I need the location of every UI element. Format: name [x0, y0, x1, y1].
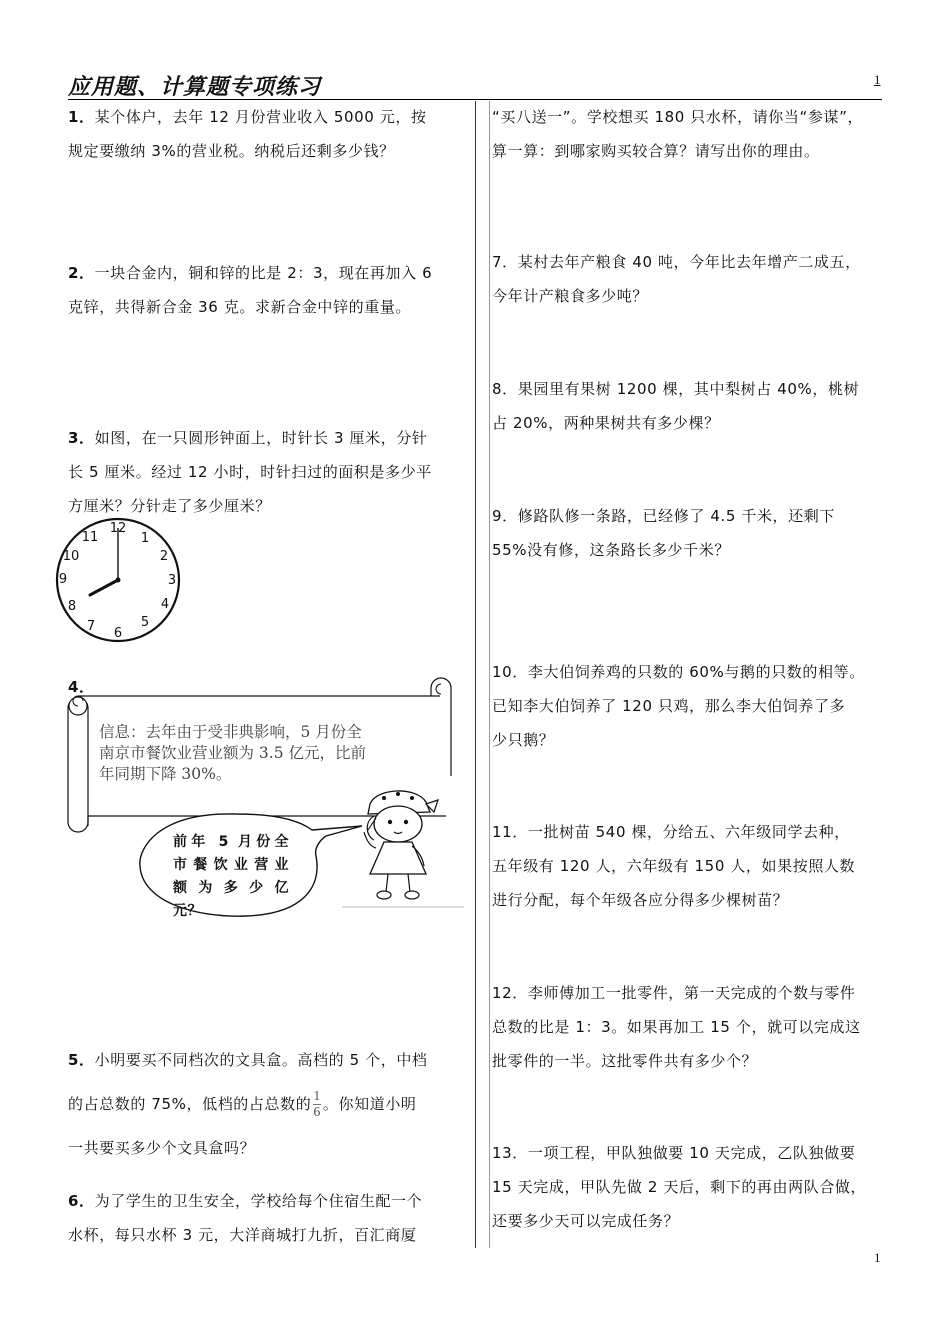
clock-numeral-6: 6 [113, 626, 123, 641]
question-number: 13． [492, 1144, 528, 1162]
page-title: 应用题、计算题专项练习 [68, 74, 322, 100]
question-9 [492, 499, 900, 567]
column-divider-secondary [489, 101, 490, 1248]
question-12 [492, 976, 900, 1078]
question-number: 11． [492, 823, 528, 841]
question-text: 。你知道小明 [322, 1095, 417, 1113]
clock-numeral-10: 10 [62, 549, 80, 564]
bubble-line: 市餐饮业营业 [173, 857, 289, 873]
question-text: 规定要缴纳 3%的营业税。纳税后还剩多少钱？ [68, 142, 395, 160]
question-3 [68, 421, 460, 523]
question-text: 克锌，共得新合金 36 克。求新合金中锌的重量。 [68, 298, 412, 316]
fraction-denominator: 6 [313, 1105, 321, 1120]
question-text: 某个体户，去年 12 月份营业收入 5000 元，按 [94, 108, 427, 126]
clock-numeral-3: 3 [167, 573, 177, 588]
question-text: 已知李大伯饲养了 120 只鸡，那么李大伯饲养了多 [492, 697, 846, 715]
question-text: 某村去年产粮食 40 吨，今年比去年增产二成五， [517, 253, 861, 271]
question-text: 水杯，每只水杯 3 元，大洋商城打九折，百汇商厦 [68, 1226, 417, 1244]
question-text: 长 5 厘米。经过 12 小时，时针扫过的面积是多少平 [68, 463, 432, 481]
question-number: 5． [68, 1051, 95, 1069]
clock-numeral-4: 4 [160, 597, 170, 612]
question-text: 为了学生的卫生安全，学校给每个住宿生配一个 [94, 1192, 423, 1210]
question-number: 10． [492, 663, 528, 681]
question-text: 算一算：到哪家购买较合算？请写出你的理由。 [492, 142, 820, 160]
scroll-line: 信息：去年由于受非典影响，5 月份全 [99, 723, 362, 741]
question-11 [492, 815, 900, 917]
question-7 [492, 245, 900, 313]
clock-center [116, 578, 121, 583]
question-text: 少只鹅？ [492, 731, 555, 749]
clock-numeral-2: 2 [159, 549, 169, 564]
question-text: 一项工程，甲队独做要 10 天完成，乙队独做要 [527, 1144, 856, 1162]
clock-figure [52, 516, 184, 648]
clock-numeral-11: 11 [81, 530, 99, 545]
page-number-bottom: 1 [874, 1250, 881, 1265]
clock-numeral-1: 1 [140, 531, 150, 546]
page-number-top: 1 [874, 72, 881, 87]
question-text: 小明要买不同档次的文具盒。高档的 5 个，中档 [94, 1051, 428, 1069]
question-text: 总数的比是 1：3。如果再加工 15 个，就可以完成这 [492, 1018, 861, 1036]
clock-numeral-12: 12 [109, 521, 127, 536]
question-10 [492, 655, 900, 757]
question-number: 3． [68, 429, 95, 447]
question-number: 4． [68, 678, 95, 696]
fraction-one-sixth [313, 1089, 321, 1120]
clock-numeral-8: 8 [67, 599, 77, 614]
question-number: 2． [68, 264, 95, 282]
question-number: 7． [492, 253, 518, 271]
question-text: 今年计产粮食多少吨？ [492, 287, 649, 305]
clock-numeral-7: 7 [86, 619, 96, 634]
question-text: 一批树苗 540 棵，分给五、六年级同学去种， [527, 823, 850, 841]
question-13 [492, 1136, 900, 1238]
question-1 [68, 100, 460, 168]
fraction-numerator: 1 [313, 1089, 321, 1104]
question-text: 李大伯饲养鸡的只数的 60%与鹅的只数的相等。 [527, 663, 865, 681]
question-text: 占 20%，两种果树共有多少棵？ [492, 414, 720, 432]
question-text: 55%没有修，这条路长多少千米？ [492, 541, 730, 559]
question-number: 6． [68, 1192, 95, 1210]
bubble-line: 额 为 多 少 亿 [173, 880, 289, 896]
question-text: 进行分配，每个年级各应分得多少棵树苗？ [492, 891, 789, 909]
question-text: 五年级有 120 人，六年级有 150 人，如果按照人数 [492, 857, 856, 875]
question-6-continued [492, 100, 900, 168]
question-5 [68, 1038, 460, 1170]
question-text: “买八送一”。学校想买 180 只水杯，请你当“参谋”， [492, 108, 864, 126]
bubble-line: 前年 5 月份全 [173, 834, 289, 850]
question-text: 15 天完成，甲队先做 2 天后，剩下的再由两队合做， [492, 1178, 867, 1196]
scroll-line: 南京市餐饮业营业额为 3.5 亿元，比前 [99, 744, 367, 762]
column-divider [475, 101, 476, 1248]
question-text: 李师傅加工一批零件，第一天完成的个数与零件 [527, 984, 856, 1002]
girl-illustration [340, 782, 466, 910]
question-number: 8． [492, 380, 518, 398]
question-text: 一共要买多少个文具盒吗？ [68, 1139, 256, 1157]
question-2 [68, 256, 460, 324]
question-text: 果园里有果树 1200 棵，其中梨树占 40%，桃树 [517, 380, 860, 398]
question-text: 如图，在一只圆形钟面上，时针长 3 厘米，分针 [94, 429, 428, 447]
scroll-info-text [99, 722, 429, 785]
question-6 [68, 1184, 460, 1252]
question-8 [492, 372, 900, 440]
question-number: 1． [68, 108, 95, 126]
question-text: 一块合金内，铜和锌的比是 2：3，现在再加入 6 [94, 264, 433, 282]
question-text: 修路队修一条路，已经修了 4.5 千米，还剩下 [517, 507, 835, 525]
bubble-line: 元？ [173, 903, 202, 919]
scroll-line: 年同期下降 30%。 [99, 765, 232, 783]
question-text: 方厘米？分针走了多少厘米？ [68, 497, 271, 515]
question-number: 9． [492, 507, 518, 525]
question-text: 还要多少天可以完成任务？ [492, 1212, 680, 1230]
clock-numeral-9: 9 [58, 572, 68, 587]
bubble-question-text [173, 831, 289, 923]
clock-numeral-5: 5 [140, 615, 150, 630]
question-number: 12． [492, 984, 528, 1002]
question-text: 批零件的一半。这批零件共有多少个？ [492, 1052, 758, 1070]
question-text: 的占总数的 75%，低档的占总数的 [68, 1095, 312, 1113]
